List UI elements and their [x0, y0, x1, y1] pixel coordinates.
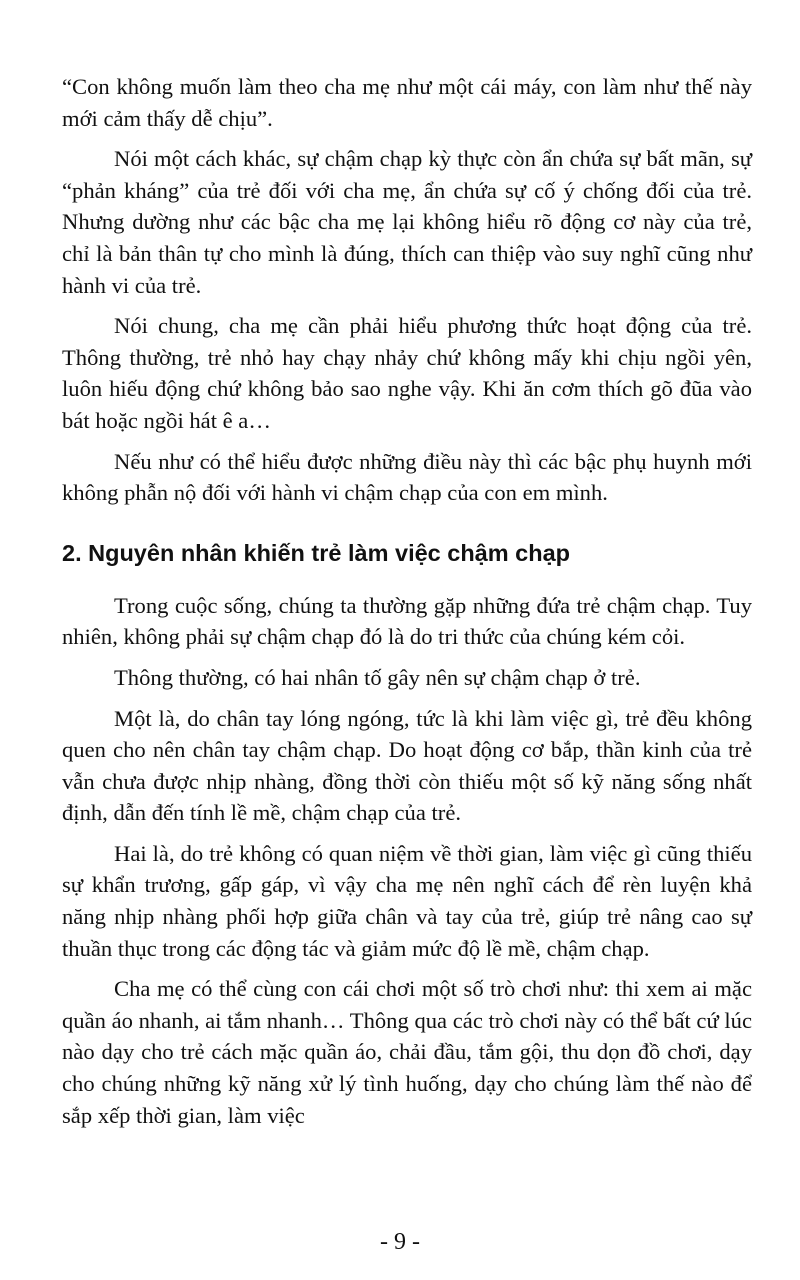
paragraph: Nói một cách khác, sự chậm chạp kỳ thực còn ẩn chứa sự bất mãn, sự “phản kháng” của trẻ đối với cha mẹ, ẩn chứa sự cố ý chống đối của trẻ. Nhưng dường như các bậc cha mẹ lại không hiểu rõ động cơ này của trẻ, chỉ là bản thân tự cho mình là đúng, thích can thiệp vào suy nghĩ cũng như hành vi của trẻ. [62, 146, 752, 298]
paragraph: Một là, do chân tay lóng ngóng, tức là khi làm việc gì, trẻ đều không quen cho nên chân tay chậm chạp. Do hoạt động cơ bắp, thần kinh của trẻ vẫn chưa được nhịp nhàng, đồng thời còn thiếu một số kỹ năng sống nhất định, dẫn đến tính lề mề, chậm chạp của trẻ. [62, 705, 752, 826]
paragraph: “Con không muốn làm theo cha mẹ như một cái máy, con làm như thế này mới cảm thấy dễ chịu”. [62, 74, 752, 131]
page-body [62, 71, 752, 1140]
page-number: - 9 - [380, 1229, 420, 1255]
paragraph: Cha mẹ có thể cùng con cái chơi một số trò chơi như: thi xem ai mặc quần áo nhanh, ai tắm nhanh… Thông qua các trò chơi này có thể bất cứ lúc nào dạy cho trẻ cách mặc quần áo, chải đầu, tắm gội, thu dọn đồ chơi, dạy cho chúng những kỹ năng xử lý tình huống, dạy cho chúng làm thế nào để sắp xếp thời gian, làm việc [62, 976, 752, 1128]
paragraph: Thông thường, có hai nhân tố gây nên sự chậm chạp ở trẻ. [114, 664, 641, 690]
section-heading: 2. Nguyên nhân khiến trẻ làm việc chậm chạp [62, 539, 571, 566]
paragraph: Hai là, do trẻ không có quan niệm về thời gian, làm việc gì cũng thiếu sự khẩn trương, gấp gáp, vì vậy cha mẹ nên nghĩ cách để rèn luyện khả năng nhịp nhàng phối hợp giữa chân và tay của trẻ, giúp trẻ nâng cao sự thuần thục trong các động tác và giảm mức độ lề mề, chậm chạp. [62, 840, 752, 961]
paragraph: Trong cuộc sống, chúng ta thường gặp những đứa trẻ chậm chạp. Tuy nhiên, không phải sự chậm chạp đó là do tri thức của chúng kém cỏi. [62, 592, 752, 650]
paragraph: Nói chung, cha mẹ cần phải hiểu phương thức hoạt động của trẻ. Thông thường, trẻ nhỏ hay chạy nhảy chứ không mấy khi chịu ngồi yên, luôn hiếu động chứ không bảo sao nghe vậy. Khi ăn cơm thích gõ đũa vào bát hoặc ngồi hát ê a… [62, 313, 752, 433]
paragraph: Nếu như có thể hiểu được những điều này thì các bậc phụ huynh mới không phẫn nộ đối với hành vi chậm chạp của con em mình. [62, 448, 752, 506]
